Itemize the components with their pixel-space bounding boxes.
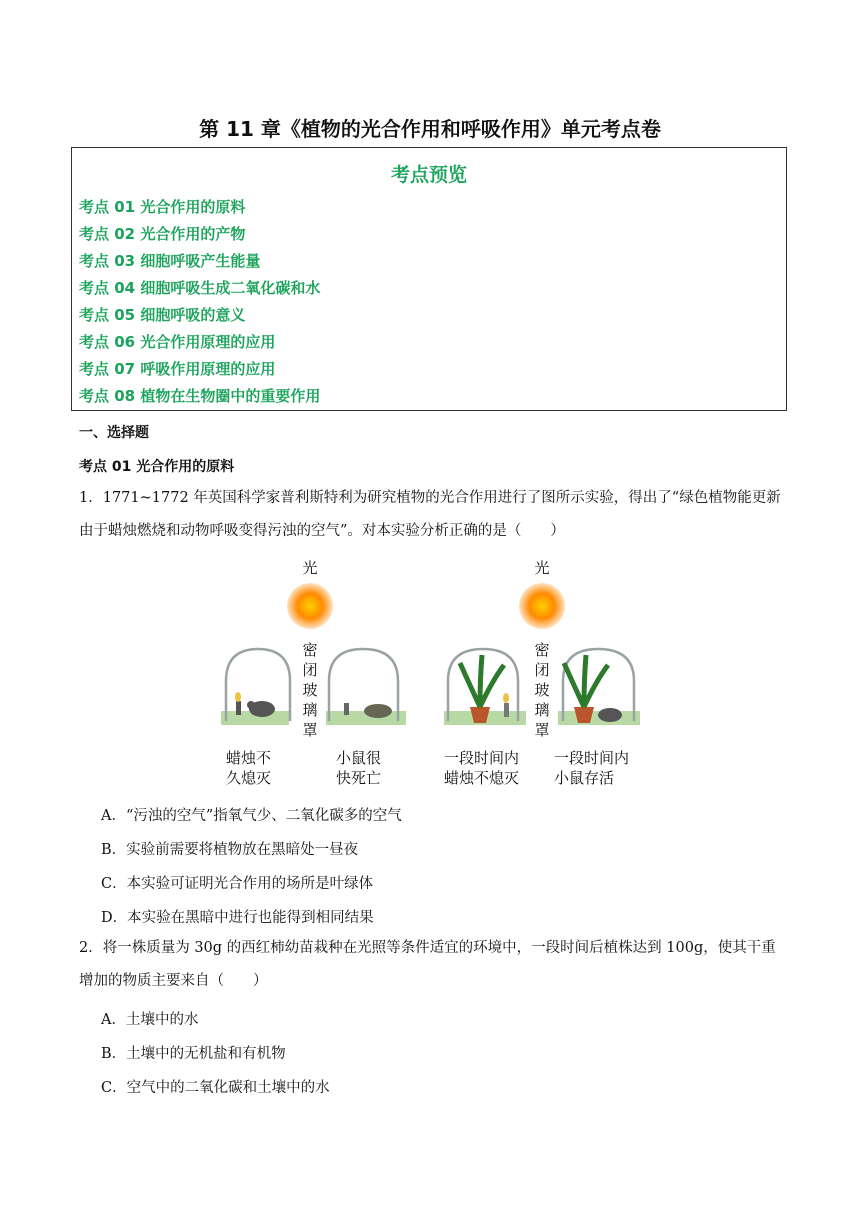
caption: 快死亡 bbox=[336, 769, 382, 787]
light-label: 光 bbox=[534, 559, 550, 577]
glass-label: 璃 bbox=[534, 701, 550, 719]
preview-item: 考点 03 细胞呼吸产生能量 bbox=[79, 252, 261, 270]
glass-label: 密 bbox=[534, 641, 550, 659]
question-2-stem: 2．将一株质量为 30g 的西红柿幼苗栽种在光照等条件适宜的环境中，一段时间后植株达到 100g，使其干重增加的物质主要来自（ ） bbox=[79, 940, 776, 989]
glass-label: 罩 bbox=[302, 721, 318, 739]
glass-label: 玻 bbox=[534, 681, 550, 699]
mouse-icon bbox=[364, 704, 392, 718]
q1-option-d: D．本实验在黑暗中进行也能得到相同结果 bbox=[101, 910, 374, 926]
caption: 蜡烛不熄灭 bbox=[444, 769, 520, 787]
caption: 小鼠很 bbox=[336, 749, 382, 767]
q1-option-b: B．实验前需要将植物放在黑暗处一昼夜 bbox=[101, 842, 359, 858]
experiment-figure bbox=[218, 551, 642, 791]
caption: 一段时间内 bbox=[554, 749, 630, 767]
subsection-heading: 考点 01 光合作用的原料 bbox=[79, 459, 235, 475]
caption: 小鼠存活 bbox=[554, 769, 615, 787]
preview-item: 考点 08 植物在生物圈中的重要作用 bbox=[79, 387, 321, 405]
preview-item: 考点 06 光合作用原理的应用 bbox=[79, 333, 276, 351]
caption: 一段时间内 bbox=[444, 749, 520, 767]
sun-icon bbox=[287, 583, 333, 629]
preview-item: 考点 01 光合作用的原料 bbox=[79, 198, 246, 216]
glass-label: 罩 bbox=[534, 721, 550, 739]
q2-option-c: C．空气中的二氧化碳和土壤中的水 bbox=[101, 1080, 330, 1096]
preview-box bbox=[71, 147, 787, 411]
sun-icon bbox=[519, 583, 565, 629]
preview-heading: 考点预览 bbox=[390, 164, 467, 186]
glass-label: 闭 bbox=[534, 661, 550, 679]
q1-option-a: A．“污浊的空气”指氧气少、二氧化碳多的空气 bbox=[101, 808, 402, 824]
q2-option-b: B．土壤中的无机盐和有机物 bbox=[101, 1046, 286, 1062]
q2-option-a: A．土壤中的水 bbox=[101, 1012, 199, 1028]
caption: 久熄灭 bbox=[226, 769, 272, 787]
q1-option-c: C．本实验可证明光合作用的场所是叶绿体 bbox=[101, 876, 374, 892]
section-heading: 一、选择题 bbox=[79, 425, 149, 441]
light-label: 光 bbox=[302, 559, 318, 577]
question-1-stem: 1．1771~1772 年英国科学家普利斯特利为研究植物的光合作用进行了图所示实验，得出了“绿色植物能更新由于蜡烛燃烧和动物呼吸变得污浊的空气”。对本实验分析正确的是（ ） bbox=[79, 490, 781, 539]
candle-icon bbox=[344, 703, 349, 715]
preview-item: 考点 04 细胞呼吸生成二氧化碳和水 bbox=[79, 279, 321, 297]
glass-label: 玻 bbox=[302, 681, 318, 699]
mouse-icon bbox=[598, 708, 622, 722]
preview-item: 考点 02 光合作用的产物 bbox=[79, 225, 246, 243]
glass-label: 密 bbox=[302, 641, 318, 659]
caption: 蜡烛不 bbox=[226, 749, 272, 767]
glass-label: 璃 bbox=[302, 701, 318, 719]
glass-label: 闭 bbox=[302, 661, 318, 679]
preview-list bbox=[79, 194, 786, 410]
preview-item: 考点 05 细胞呼吸的意义 bbox=[79, 306, 246, 324]
preview-item: 考点 07 呼吸作用原理的应用 bbox=[79, 360, 276, 378]
page-title: 第 11 章《植物的光合作用和呼吸作用》单元考点卷 bbox=[199, 117, 661, 141]
